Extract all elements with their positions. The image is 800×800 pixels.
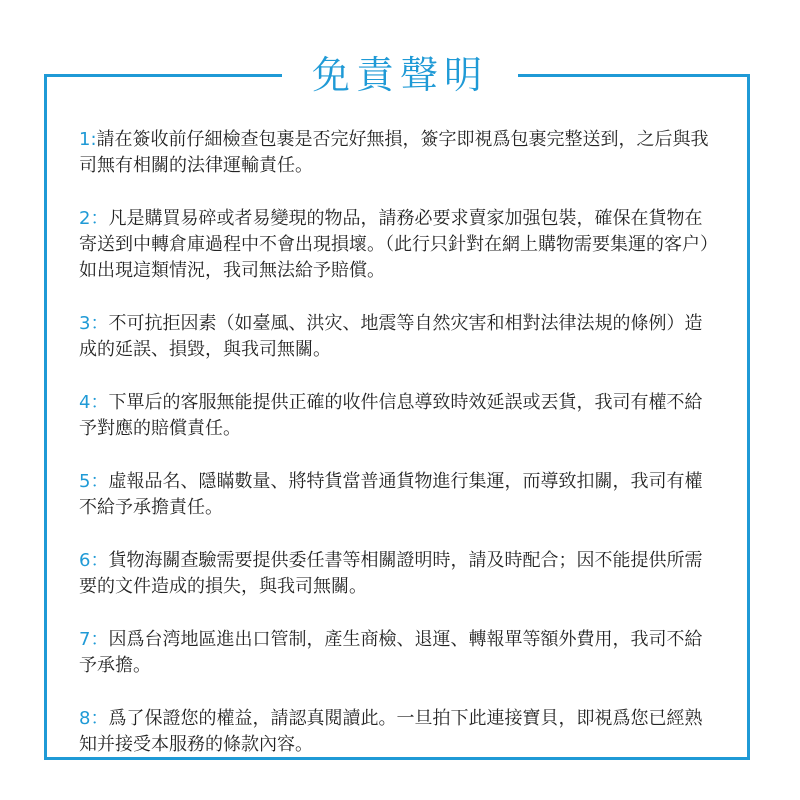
item-text: 爲了保證您的權益，請認真閱讀此。一旦拍下此連接寶貝，即視爲您已經熟知并接受本服務的條款內容。 [79, 708, 703, 755]
page-title: 免責聲明 [282, 40, 518, 110]
disclaimer-item-6 [79, 548, 719, 600]
item-text: 虛報品名、隱瞞數量、將特貨當普通貨物進行集運，而導致扣關，我司有權不給予承擔責任。 [79, 471, 703, 518]
disclaimer-item-4 [79, 390, 719, 442]
item-text: 下單后的客服無能提供正確的收件信息導致時效延誤或丟貨，我司有權不給予對應的賠償責任。 [79, 392, 703, 439]
item-number: 1: [79, 129, 97, 150]
item-number: 2： [79, 208, 109, 229]
item-number: 7： [79, 629, 109, 650]
disclaimer-item-7 [79, 627, 719, 679]
disclaimer-list [79, 127, 719, 785]
title-wrap [0, 40, 800, 110]
item-text: 凡是購買易碎或者易變現的物品，請務必要求賣家加强包裝，確保在貨物在寄送到中轉倉庫過程中不會出現損壞。（此行只針對在網上購物需要集運的客户）如出現這類情況，我司無法給予賠償。 [79, 208, 718, 281]
disclaimer-item-1 [79, 127, 719, 179]
item-text: 貨物海關查驗需要提供委任書等相關證明時，請及時配合；因不能提供所需要的文件造成的損失，與我司無關。 [79, 550, 703, 597]
item-text: 因爲台湾地區進出口管制，產生商檢、退運、轉報單等額外費用，我司不給予承擔。 [79, 629, 703, 676]
disclaimer-item-5 [79, 469, 719, 521]
item-number: 8： [79, 708, 109, 729]
disclaimer-item-3 [79, 311, 719, 363]
item-number: 5： [79, 471, 109, 492]
disclaimer-item-2 [79, 206, 719, 284]
item-number: 6： [79, 550, 109, 571]
disclaimer-item-8 [79, 706, 719, 758]
item-number: 3： [79, 313, 109, 334]
item-number: 4： [79, 392, 109, 413]
item-text: 請在簽收前仔細檢查包裹是否完好無損，簽字即視爲包裹完整送到，之后與我司無有相關的法律運輸責任。 [79, 129, 709, 176]
item-text: 不可抗拒因素（如臺風、洪灾、地震等自然灾害和相對法律法規的條例）造成的延誤、損毀，與我司無關。 [79, 313, 703, 360]
